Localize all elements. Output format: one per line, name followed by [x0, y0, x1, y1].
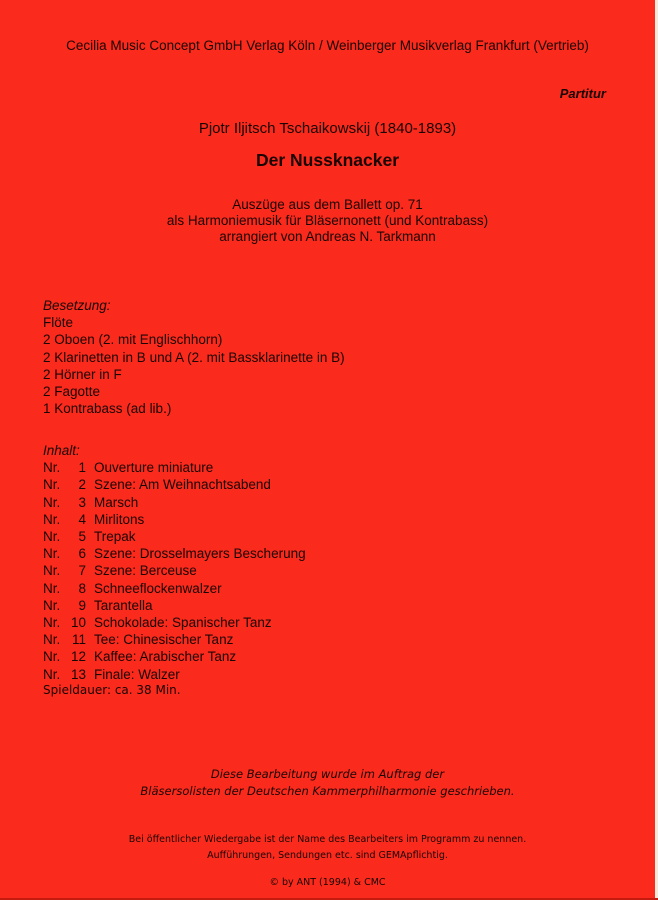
- contents-item: [43, 597, 306, 614]
- item-prefix: Nr.: [43, 632, 61, 648]
- item-number: 3: [78, 494, 86, 510]
- composer: Pjotr Iljitsch Tschaikowskij (1840-1893): [198, 120, 457, 137]
- item-title: Marsch: [94, 494, 139, 510]
- item-number: 13: [70, 666, 86, 682]
- item-prefix: Nr.: [43, 529, 61, 545]
- item-number: 11: [71, 632, 86, 648]
- contents-item: [43, 631, 306, 648]
- item-title: Tarantella: [94, 597, 153, 613]
- edition-label: Partitur: [559, 86, 606, 101]
- contents-list: [43, 459, 306, 683]
- item-prefix: Nr.: [43, 615, 61, 631]
- item-prefix: Nr.: [43, 511, 61, 527]
- contents-item: [43, 528, 306, 545]
- instrumentation-section: [43, 297, 345, 417]
- item-prefix: Nr.: [43, 546, 61, 562]
- item-title: Schokolade: Spanischer Tanz: [94, 615, 272, 631]
- contents-item: [43, 511, 306, 528]
- item-number: 7: [78, 563, 86, 579]
- item-number: 8: [78, 580, 86, 596]
- item-number: 6: [78, 546, 86, 562]
- item-number: 1: [78, 460, 86, 476]
- subtitle-line: Auszüge aus dem Ballett op. 71: [232, 197, 423, 212]
- commission-note-line: Bläsersolisten der Deutschen Kammerphilharmonie geschrieben.: [140, 784, 515, 798]
- item-prefix: Nr.: [43, 460, 61, 476]
- item-title: Trepak: [94, 529, 136, 545]
- commission-note-line: Diese Bearbeitung wurde im Auftrag der: [210, 767, 445, 781]
- item-number: 12: [70, 649, 86, 665]
- contents-item: [43, 648, 306, 665]
- item-number: 5: [78, 529, 86, 545]
- item-number: 4: [78, 511, 86, 527]
- instrument-item: Flöte: [43, 315, 74, 331]
- item-prefix: Nr.: [43, 666, 61, 682]
- item-title: Kaffee: Arabischer Tanz: [94, 649, 237, 665]
- arranger-line: arrangiert von Andreas N. Tarkmann: [219, 229, 436, 244]
- copyright: © by ANT (1994) & CMC: [269, 877, 386, 888]
- contents-item: [43, 476, 306, 493]
- item-title: Ouverture miniature: [94, 460, 214, 476]
- contents-item: [43, 494, 306, 511]
- work-title: Der Nussknacker: [256, 150, 399, 170]
- duration: Spieldauer: ca. 38 Min.: [43, 683, 181, 697]
- performance-note-line: Aufführungen, Sendungen etc. sind GEMApflichtig.: [207, 850, 448, 861]
- item-title: Tee: Chinesischer Tanz: [94, 632, 234, 648]
- item-title: Finale: Walzer: [94, 666, 180, 682]
- contents-item: [43, 666, 306, 683]
- contents-section: [43, 442, 306, 683]
- contents-item: [43, 459, 306, 476]
- item-number: 10: [70, 615, 86, 631]
- instrument-item: 2 Fagotte: [43, 384, 101, 400]
- item-title: Szene: Am Weihnachtsabend: [94, 477, 271, 493]
- item-number: 9: [78, 597, 86, 613]
- item-number: 2: [78, 477, 86, 493]
- item-title: Szene: Berceuse: [94, 563, 197, 579]
- item-title: Schneeflockenwalzer: [94, 580, 222, 596]
- item-prefix: Nr.: [43, 563, 61, 579]
- item-title: Mirlitons: [94, 511, 145, 527]
- contents-item: [43, 614, 306, 631]
- item-prefix: Nr.: [43, 580, 61, 596]
- contents-item: [43, 580, 306, 597]
- item-prefix: Nr.: [43, 494, 61, 510]
- instrument-item: 2 Klarinetten in B und A (2. mit Bassklarinette in B): [43, 349, 345, 365]
- contents-heading: Inhalt:: [43, 443, 80, 458]
- subtitle-line: als Harmoniemusik für Bläsernonett (und Kontrabass): [166, 213, 489, 228]
- instrument-item: 1 Kontrabass (ad lib.): [43, 401, 172, 417]
- instrumentation-heading: Besetzung:: [43, 298, 111, 313]
- item-title: Szene: Drosselmayers Bescherung: [94, 546, 306, 562]
- contents-item: [43, 545, 306, 562]
- item-prefix: Nr.: [43, 649, 61, 665]
- item-prefix: Nr.: [43, 597, 61, 613]
- instrument-item: 2 Oboen (2. mit Englischhorn): [43, 332, 223, 348]
- performance-note-line: Bei öffentlicher Wiedergabe ist der Name des Bearbeiters im Programm zu nennen.: [128, 834, 527, 845]
- contents-item: [43, 562, 306, 579]
- instrument-item: 2 Hörner in F: [43, 366, 122, 382]
- item-prefix: Nr.: [43, 477, 61, 493]
- publisher-line: Cecilia Music Concept GmbH Verlag Köln / Weinberger Musikverlag Frankfurt (Vertrieb): [66, 38, 589, 53]
